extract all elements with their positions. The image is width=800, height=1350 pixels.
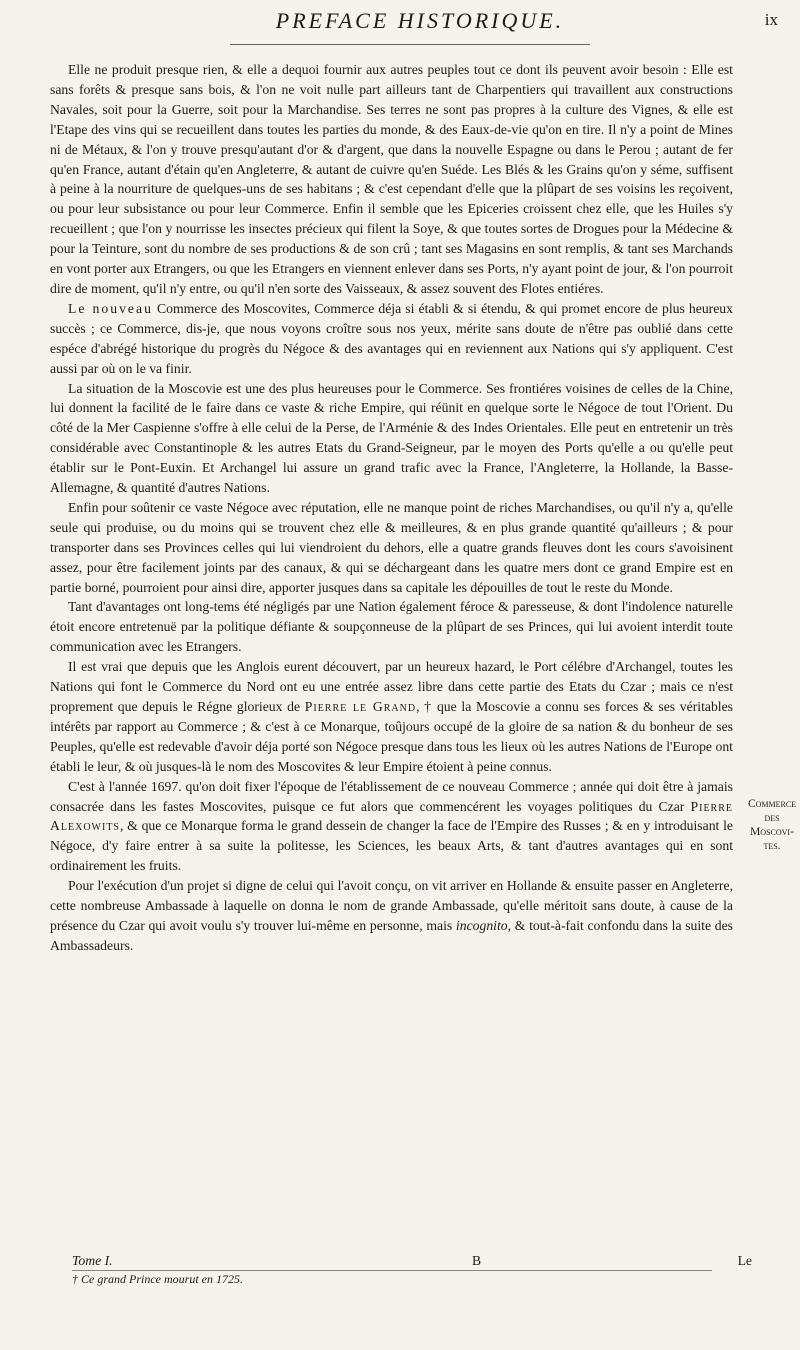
page-number: ix <box>764 10 778 29</box>
paragraph: Tant d'avantages ont long-tems été négligés par une Nation également féroce & paresseuse, & dont l'indolence naturelle étoit encore entretenuë par la politique défiante & soupçonneuse de la plûpart de ses Princes, qui lui avoient interdit toute communication avec les Etrangers. <box>50 599 733 655</box>
body-text <box>50 60 733 956</box>
paragraph-text: , & tout-à-fait confondu dans la suite des Ambassadeurs. <box>50 917 733 953</box>
paragraph-text: C'est à l'année 1697. qu'on doit fixer l'époque de l'établissement de ce nouveau Commerce ; année qui doit être à jamais consacrée dans les fastes Moscovites, puisque ce fut alors que commencérent les voyages politiques du Czar <box>50 778 733 814</box>
page-header <box>40 8 800 44</box>
paragraph-lead: Le nouveau <box>68 300 153 316</box>
person-name: Pierre Alexowits <box>50 798 733 834</box>
paragraph <box>50 876 733 956</box>
paragraph-text: Commerce des Moscovites, Commerce déja si établi & si étendu, & qui promet encore de plus heureux succès ; ce Commerce, dis-je, que nous voyons croître sous nos yeux, mérite sans doute de n'être pas oublié dans cette espéce d'abrégé historique du progrès du Négoce & des avantages qui en reviennent aux Nations qui s'y appliquent. C'est aussi par où on le va finir. <box>50 300 733 376</box>
footnote-rule <box>72 1270 712 1271</box>
paragraph-text: Pour l'exécution d'un projet si digne de celui qui l'avoit conçu, on vit arriver en Hollande & ensuite passer en Angleterre, cette nombreuse Ambassade à laquelle on donna le nom de grande Ambassade, qu'elle méritoit sans doute, à cause de la présence du Czar qui avoit voulu s'y trouver lui-même en personne, mais <box>50 878 733 933</box>
paragraph: Enfin pour soûtenir ce vaste Négoce avec réputation, elle ne manque point de riches Marchandises, ou qu'il n'y a, qu'elle seule qui produise, ou du moins qui se trouvent chez elle & meilleures, & en plus grande quantité qu'ailleurs ; & pour transporter dans ses Provinces celles qui lui viendroient du dehors, elle a quatre grands fleuves dont les cours s'avoisinent assez, pour être facilement joints par des canaux, & qui se déchargeant dans les quatre mers dont ce grand Empire est en partie borné, pourroient pour ainsi dire, apporter jusques dans sa capitale les dépouilles de tout le reste du Monde. <box>50 499 733 595</box>
marginal-line: Commerce <box>747 798 797 810</box>
paragraph <box>50 777 733 877</box>
marginal-line: tes. <box>763 840 781 852</box>
signature-mark: B <box>472 1253 482 1268</box>
marginal-line: Moscovi- <box>750 826 794 838</box>
header-rule <box>230 44 590 45</box>
running-title: PREFACE HISTORIQUE. <box>275 8 565 33</box>
footnote: † Ce grand Prince mourut en 1725. <box>72 1272 243 1286</box>
italic-word: incognito <box>455 917 508 933</box>
paragraph: La situation de la Moscovie est une des plus heureuses pour le Commerce. Ses frontiéres voisines de celles de la Chine, lui donnent la facilité de le faire dans ce vaste & riche Empire, qui réünit en quelque sorte le Négoce de tout l'Orient. Du côté de la Mer Caspienne s'offre à elle celui de la Perse, de l'Arménie & des Indes Orientales. Elle peut en entretenir un très considérable avec Constantinople & les autres Etats du Grand-Seigneur, par le moyen des Ports qu'elle a ou qu'elle peut établir sur le Pont-Euxin. Et Archangel lui assure un grand trafic avec la France, l'Angleterre, la Hollande, la Basse-Allemagne, & quantité d'autres Nations. <box>50 380 733 496</box>
person-name: Pierre le Grand <box>304 699 417 714</box>
paragraph-text: , & que ce Monarque forma le grand dessein de changer la face de l'Empire des Russes ; & en y introduisant le Négoce, d'y faire entrer à sa suite la politesse, les Sciences, les beaux Arts, & tant d'autres avantages qui en sont ordinairement les fruits. <box>50 818 733 874</box>
marginal-line: des <box>764 812 780 824</box>
marginal-note <box>744 797 800 853</box>
paragraph <box>50 299 733 379</box>
catchword: Le <box>737 1253 752 1268</box>
volume-label: Tome I. <box>72 1253 113 1268</box>
paragraph-text: , † que la Moscovie a connu ses forces & ses véritables intérêts par rapport au Commerce ; & c'est à ce Monarque, toûjours occupé de la gloire de sa nation & du bonheur de ses Peuples, qu'elle est redevable d'avoir déja porté son Négoce presque dans tous les lieux où les autres Nations de l'Europe ont établi le leur, & où jusques-là le nom des Moscovites & leur Empire étoient à peine connus. <box>50 699 733 774</box>
paragraph <box>50 657 733 776</box>
paragraph-text: Il est vrai que depuis que les Anglois eurent découvert, par un heureux hazard, le Port célébre d'Archangel, toutes les Nations qui font le Commerce du Nord ont eu une entrée assez libre dans cette partie des Etats du Czar ; mais ce n'est proprement que depuis le Régne glorieux de <box>50 659 733 714</box>
paragraph: Elle ne produit presque rien, & elle a dequoi fournir aux autres peuples tout ce dont ils peuvent avoir besoin : Elle est sans forêts & presque sans bois, & l'on ne voit nulle part ailleurs tant de Charpentiers qui travaillent aux constructions Navales, soit pour la Guerre, soit pour la Marchandise. Ses terres ne sont pas propres à la culture des Vignes, & elle est l'Etape des vins qui se recueillent dans toutes les parties du monde, & des Eaux-de-vie qu'on en tire. Il n'y a point de Mines ni de Métaux, & l'on y trouve presqu'autant d'or & d'argent, que dans la nouvelle Espagne ou dans le Perou ; autant de fer qu'en France, autant d'étain qu'en Angleterre, & autant de cuivre qu'en Suéde. Les Blés & les Grains qu'on y séme, suffisent à peine à la nourriture de quelques-uns de ses habitans ; & c'est cependant d'elle que la plûpart de ses voisins les reçoivent, ou pour leur subsistance ou pour leur Commerce. Enfin il semble que les Epiceries croissent chez elle, que les Huiles s'y recueillent ; que l'on y nourrisse les insectes précieux qui filent la Soye, & que toutes sortes de Drogues pour la Médecine & pour la Teinture, sont du nombre de ses productions & de son crû ; tant ses Magasins en sont remplis, & tant ses Marchands en vont porter aux Etrangers, ou que les Etrangers en viennent enlever dans ses Ports, n'y ayant point de jour, & l'on pourroit dire de moment, qu'il n'y entre, ou qu'il n'en sorte des Vaisseaux, & assez souvent des Flotes entiéres. <box>50 62 733 296</box>
